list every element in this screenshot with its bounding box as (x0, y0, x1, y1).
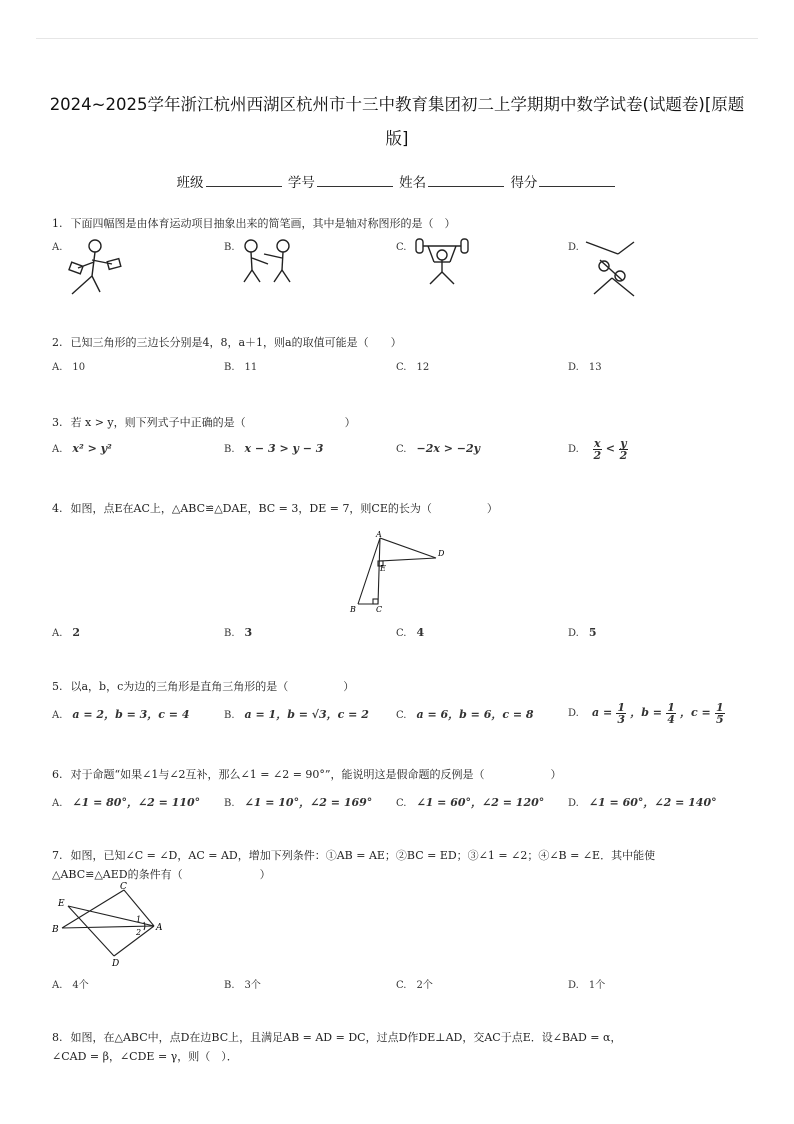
q7-label-angle-2: 2 (136, 928, 142, 937)
title-line-1: 2024~2025学年浙江杭州西湖区杭州市十三中教育集团初二上学期期中数学试卷(试题卷)[原题 (49, 95, 745, 114)
q3-option-b[interactable]: B. x − 3 > y − 3 (224, 442, 324, 455)
q6-option-a[interactable]: A. ∠1 = 80°，∠2 = 110° (52, 796, 201, 809)
q1-option-a[interactable]: A. (52, 242, 63, 253)
id-blank[interactable] (317, 174, 393, 187)
q1-option-d[interactable]: D. (568, 242, 579, 253)
question-number: 1. (52, 217, 63, 230)
fraction: $\frac{1}{5}$ (715, 701, 724, 726)
question-text: 如图，点E在AC上，△ABC≌△DAE，BC = 3，DE = 7，则CE的长为（ ） (70, 502, 498, 515)
q3-option-a[interactable]: A. x² > y² (52, 442, 112, 455)
question-1 (52, 214, 742, 233)
q4-triangle-figure (340, 528, 460, 618)
question-number: 4. (52, 502, 63, 515)
score-blank[interactable] (539, 174, 615, 187)
q4-label-b: B (350, 605, 356, 614)
q2-option-a[interactable]: A. 10 (52, 362, 86, 373)
question-number: 8. (52, 1031, 63, 1044)
score-label: 得分 (510, 175, 538, 191)
question-3 (52, 413, 742, 432)
q7-option-d[interactable]: D. 1个 (568, 980, 606, 991)
q6-option-c[interactable]: C. ∠1 = 60°，∠2 = 120° (396, 796, 545, 809)
question-number: 2. (52, 336, 63, 349)
question-8 (52, 1028, 742, 1066)
q4-label-e: E (380, 564, 386, 573)
question-text: 若 x > y，则下列式子中正确的是（ ） (70, 416, 356, 429)
q7-option-b[interactable]: B. 3个 (224, 980, 261, 991)
question-4 (52, 499, 742, 518)
q1-figure-b-fencing-icon (238, 236, 298, 288)
q6-option-d[interactable]: D. ∠1 = 60°，∠2 = 140° (568, 796, 717, 809)
question-text-line-2: △ABC≌△AED的条件有（ ） (52, 868, 271, 881)
q4-option-b[interactable]: B. 3 (224, 626, 253, 639)
q7-option-a[interactable]: A. 4个 (52, 980, 89, 991)
question-text: 已知三角形的三边长分别是4，8，a＋1，则a的取值可能是（ ） (70, 336, 402, 349)
q4-label-a: A (376, 530, 382, 539)
q1-option-b[interactable]: B. (224, 242, 235, 253)
question-text: 以a，b，c为边的三角形是直角三角形的是（ ） (70, 680, 355, 693)
question-text: 如图，已知∠C = ∠D，AC = AD，增加下列条件：①AB = AE；②BC = ED；③∠1 = ∠2；④∠B = ∠E．其中能使 (70, 849, 656, 862)
fraction: $\frac{1}{3}$ (617, 701, 626, 726)
question-number: 6. (52, 768, 63, 781)
q1-figure-d-skating-icon (582, 236, 640, 298)
question-number: 3. (52, 416, 63, 429)
q5-option-c[interactable]: C. a = 6，b = 6，c = 8 (396, 708, 534, 721)
id-label: 学号 (287, 175, 315, 191)
q5-option-b[interactable]: B. a = 1，b = √3，c = 2 (224, 708, 369, 721)
q1-option-c[interactable]: C. (396, 242, 407, 253)
class-label: 班级 (176, 175, 204, 191)
page-title (40, 88, 754, 156)
q3-option-d[interactable]: D. $\frac{x}{2}$ < $\frac{y}{2}$ (568, 437, 628, 462)
fraction: $\frac{y}{2}$ (619, 437, 628, 462)
q7-label-angle-1: 1 (136, 915, 142, 924)
question-text: 如图，在△ABC中，点D在边BC上，且满足AB = AD = DC，过点D作DE⊥AD，交AC于点E．设∠BAD = α， (70, 1031, 622, 1044)
q2-option-c[interactable]: C. 12 (396, 362, 430, 373)
q4-label-d: D (438, 549, 445, 558)
header-rule (36, 38, 758, 39)
student-info-line (0, 171, 794, 191)
q7-label-e: E (58, 899, 65, 909)
q5-option-a[interactable]: A. a = 2，b = 3，c = 4 (52, 708, 190, 721)
q6-option-b[interactable]: B. ∠1 = 10°，∠2 = 169° (224, 796, 373, 809)
q7-label-c: C (120, 882, 127, 892)
title-line-2: 版] (385, 129, 409, 148)
q3-option-c[interactable]: C. −2x > −2y (396, 442, 481, 455)
q1-figure-a-wushu-icon (64, 236, 130, 298)
question-2 (52, 333, 742, 352)
q7-triangle-figure (50, 880, 180, 968)
name-blank[interactable] (428, 174, 504, 187)
q1-figure-c-weightlifting-icon (412, 236, 472, 288)
q4-option-a[interactable]: A. 2 (52, 626, 81, 639)
q7-label-d: D (112, 959, 120, 968)
q4-label-c: C (376, 605, 383, 614)
question-number: 5. (52, 680, 63, 693)
name-label: 姓名 (399, 175, 427, 191)
q5-option-d[interactable]: D. a = $\frac{1}{3}$ ，b = $\frac{1}{4}$ ，c = $\frac{1}{5}$ (568, 701, 724, 726)
q2-option-b[interactable]: B. 11 (224, 362, 258, 373)
q4-option-c[interactable]: C. 4 (396, 626, 425, 639)
q4-option-d[interactable]: D. 5 (568, 626, 597, 639)
q2-option-d[interactable]: D. 13 (568, 362, 602, 373)
class-blank[interactable] (206, 174, 282, 187)
question-number: 7. (52, 849, 63, 862)
question-text-line-2: ∠CAD = β，∠CDE = γ，则（ ）． (52, 1050, 238, 1063)
question-5 (52, 677, 742, 696)
question-text: 对于命题“如果∠1与∠2互补，那么∠1 = ∠2 = 90°”，能说明这是假命题的反例是（ ） (70, 768, 562, 781)
q7-label-b: B (52, 925, 59, 935)
question-6 (52, 765, 742, 784)
question-7 (52, 846, 742, 884)
q7-option-c[interactable]: C. 2个 (396, 980, 433, 991)
q7-label-a: A (156, 923, 163, 933)
fraction: $\frac{x}{2}$ (593, 437, 602, 462)
question-text: 下面四幅图是由体育运动项目抽象出来的简笔画，其中是轴对称图形的是（ ） (70, 217, 456, 230)
fraction: $\frac{1}{4}$ (667, 701, 675, 726)
